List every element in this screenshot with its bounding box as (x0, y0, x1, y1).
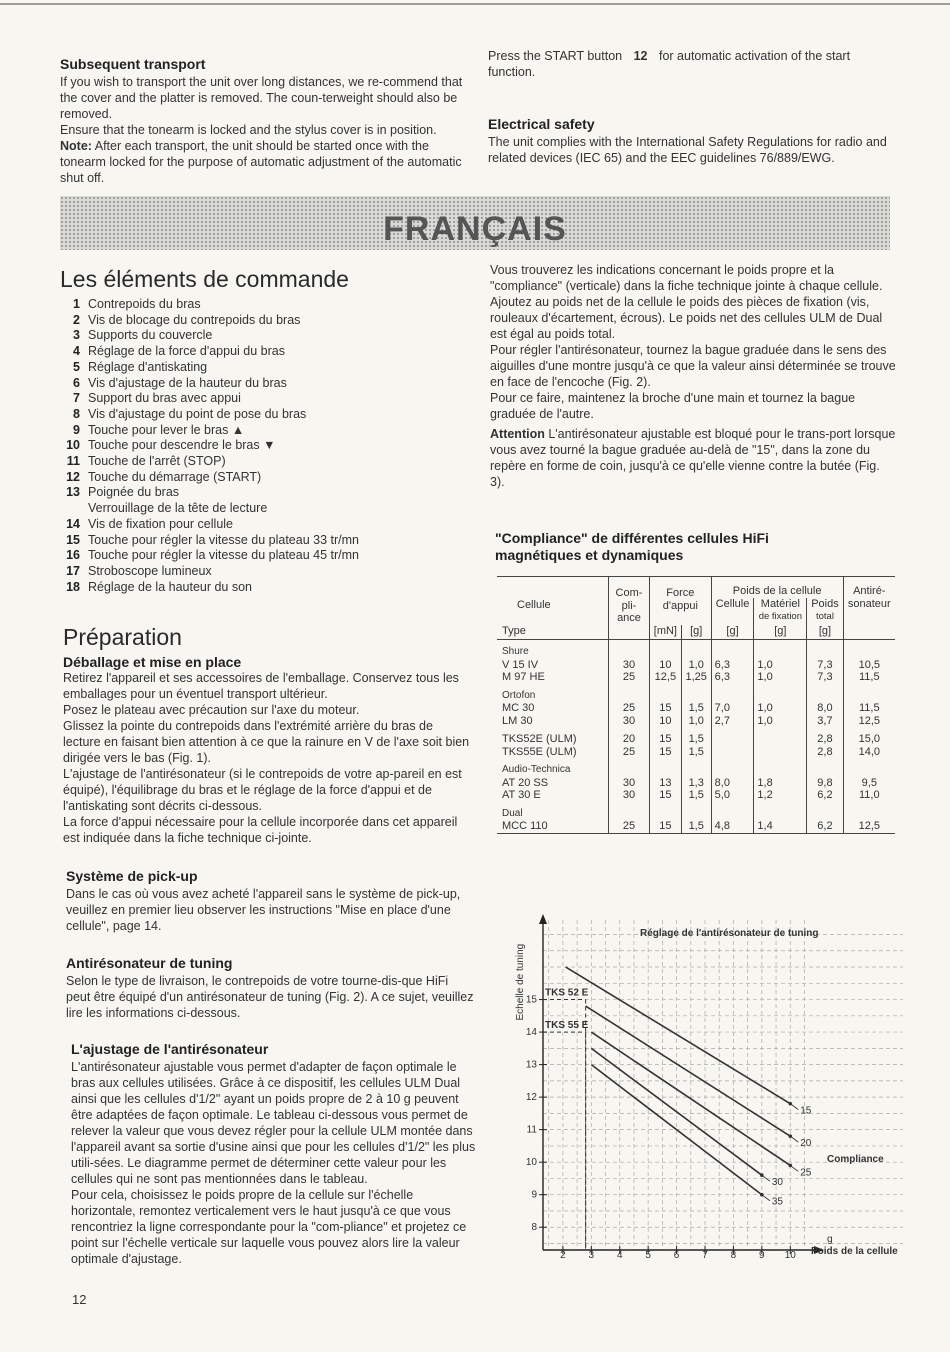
control-number: 12 (66, 469, 80, 484)
y-axis-arrow (539, 914, 547, 924)
cell-value: 25 (609, 671, 650, 684)
cell-value: 30 (609, 715, 650, 728)
cell-value: 4,8 (711, 820, 754, 833)
table-row (497, 746, 895, 759)
cell-value: 1,5 (681, 702, 711, 715)
paragraph: Ajoutez au poids net de la cellule le poids des pièces de fixation (vis, rouleaux d'écartement, écrous). Le poids net des cellules ULM de Dual est égal au poids total. (490, 295, 883, 341)
cell-value: 6,2 (807, 789, 843, 802)
control-item (60, 564, 480, 580)
control-label: Réglage d'antiskating (88, 359, 208, 374)
control-item (60, 376, 480, 392)
cell-type: M 97 HE (502, 671, 545, 683)
series-label: 15 (800, 1105, 812, 1117)
paragraph: Pour régler l'antirésonateur, tournez la bague graduée dans le sens des aiguilles d'une montre jusqu'à ce que la valeur ainsi déterminée se trouve en face de l'encoche (Fig. 2). (490, 343, 896, 389)
cell-type: AT 30 E (502, 789, 541, 801)
controls-list (60, 297, 480, 595)
start-text: Press the START button (488, 49, 623, 63)
right-column-text (490, 262, 896, 490)
brand-name: Audio-Technica (502, 764, 571, 775)
cell-value: 6,2 (807, 820, 843, 833)
cell-value: 20 (609, 733, 650, 746)
unit-g: [g] (711, 625, 754, 640)
control-label: Vis d'ajustage du point de pose du bras (88, 406, 307, 421)
chart-series (543, 967, 798, 1250)
control-number: 13 (66, 485, 80, 500)
control-item (60, 533, 480, 549)
paragraph: Selon le type de livraison, le contrepoids de votre tourne-dis-que HiFi peut être équipé d'un antirésonateur de tuning (Fig. 2). A ce sujet, veuillez lire les informations ci-dessous. (66, 974, 474, 1020)
cell-value: 6,3 (711, 671, 754, 684)
unit-g: [g] (807, 625, 843, 640)
cell-value: 1,0 (754, 702, 807, 715)
cell-value: 15 (650, 789, 682, 802)
cell-value: 7,0 (711, 702, 754, 715)
control-item (60, 360, 480, 376)
cell-value: 1,5 (681, 789, 711, 802)
cell-value: 15 (650, 746, 682, 759)
control-number: 4 (73, 344, 80, 359)
paragraph: L'antirésonateur ajustable vous permet d'adapter de façon optimale le bras aux cellules utilisées. Grâce à ce dispositif, les cellules ULM Dual ainsi que les cellules d'1/2" ayant un poids propre de 2 à 10 g peuvent être adaptées de façon optimale. Le tableau ci-dessous vous permet de relever la valeur que vous devez régler pour la cellule ULM montée dans l'appareil avant sa sortie d'usine ainsi que pour les cellules d'1/2" les plus utili-sées. Le diagramme permet de déterminer cette valeur pour les cellules qui ne sont pas mentionnées dans le tableau. (71, 1060, 476, 1186)
control-label: Poignée du bras (88, 485, 180, 500)
chart-title: Réglage de l'antirésonateur de tuning (640, 928, 819, 939)
attention-text: L'antirésonateur ajustable est bloqué pour le trans-port lorsque vous avez tourné la bague graduée au-delà de "15", dans la zone du repère en forme de coin, jusqu'à ce qu'elle vienne contre la butée (Fig. 3). (490, 427, 896, 489)
control-number: 17 (66, 563, 80, 578)
x-tick-label: 10 (784, 1250, 796, 1261)
brand-row (497, 802, 895, 821)
marker-label: TKS 52 E (545, 987, 589, 999)
cell-value: 11,0 (843, 789, 895, 802)
section-pickup (66, 868, 474, 934)
table-title (495, 530, 895, 564)
x-axis-unit: g (827, 1234, 833, 1245)
x-tick-label: 3 (588, 1250, 595, 1261)
cell-value: 25 (609, 746, 650, 759)
cell-value: 11,5 (843, 702, 895, 715)
table-row (497, 777, 895, 790)
control-number: 11 (66, 454, 80, 469)
y-tick-label: 13 (525, 1059, 537, 1071)
control-label: Contrepoids du bras (88, 297, 201, 311)
control-item (60, 407, 480, 423)
control-number: 15 (66, 532, 80, 547)
cell-type: MCC 110 (502, 820, 548, 832)
note-label: Note: (60, 139, 92, 153)
cell-value: 7,3 (807, 659, 843, 672)
paragraph: Posez le plateau avec précaution sur l'axe du moteur. (63, 703, 360, 717)
control-label: Support du bras avec appui (88, 391, 241, 406)
cell-value: 10 (650, 659, 682, 672)
control-label: Réglage de la force d'appui du bras (88, 344, 285, 359)
section-body (60, 74, 465, 186)
cell-value: 13 (650, 777, 682, 790)
control-label: Vis d'ajustage de la hauteur du bras (88, 375, 287, 390)
header-poids: Poids de la cellule (711, 577, 843, 599)
control-number: 3 (73, 328, 80, 343)
control-number: 16 (66, 548, 80, 563)
control-item (60, 297, 480, 313)
control-number: 5 (73, 359, 80, 374)
cell-value: 15,0 (843, 733, 895, 746)
cell-value: 2,8 (807, 733, 843, 746)
cell-value: 30 (609, 777, 650, 790)
control-number: 18 (66, 579, 80, 594)
control-number: 1 (73, 297, 80, 311)
series-leader (762, 1195, 770, 1201)
control-label: Réglage de la hauteur du son (88, 579, 253, 594)
control-number: 10 (66, 438, 80, 453)
note-paragraph (60, 138, 465, 186)
paragraph: Glissez la pointe du contrepoids dans l'extrémité arrière du bras de lecture en faisant bien attention à ce que la rainure en V de l'axe soit bien dirigée vers le bas (Fig. 1). (63, 719, 470, 765)
header-type: Type (502, 624, 526, 637)
brand-row (497, 640, 895, 659)
subsection-title: Déballage et mise en place (63, 654, 242, 670)
control-item (60, 517, 480, 533)
table-row (497, 789, 895, 802)
cell-value: 1,0 (681, 715, 711, 728)
control-number: 2 (73, 312, 80, 327)
paragraph: Vous trouverez les indications concernant le poids propre et la "compliance" (verticale) dans la fiche technique jointe à chaque cellule. (490, 263, 883, 293)
cell-type: AT 20 SS (502, 776, 549, 789)
cell-value: 14,0 (843, 746, 895, 759)
marker-label: TKS 55 E (545, 1020, 589, 1032)
section-title: Subsequent transport (60, 56, 206, 72)
cell-value: 30 (609, 789, 650, 802)
cell-value (711, 733, 754, 746)
subsection-body (71, 1059, 476, 1267)
chart-labels (515, 928, 898, 1257)
control-label: Touche pour régler la vitesse du plateau 45 tr/mn (88, 548, 359, 563)
table-row (497, 715, 895, 728)
cell-value: 8,0 (711, 777, 754, 790)
x-tick-label: 9 (759, 1250, 765, 1261)
control-item (60, 344, 480, 360)
control-item (60, 580, 480, 596)
control-item (60, 313, 480, 329)
attention-paragraph (490, 426, 896, 490)
control-label: Touche du démarrage (START) (88, 469, 262, 484)
section-preparation (63, 624, 473, 846)
control-label: Touche pour régler la vitesse du plateau 33 tr/mn (88, 532, 359, 547)
cell-value: 12,5 (843, 820, 895, 833)
tuning-chart (495, 888, 905, 1273)
control-label: Vis de blocage du contrepoids du bras (88, 312, 301, 327)
cell-value (754, 733, 807, 746)
series-label: 35 (771, 1196, 783, 1208)
section-electrical-safety (488, 116, 893, 166)
x-axis-label: Poids de la cellule (811, 1246, 898, 1257)
cell-value: 15 (650, 820, 682, 833)
paragraph: Ensure that the tonearm is locked and the stylus cover is in position. (60, 123, 437, 137)
cell-value: 1,4 (754, 820, 807, 833)
cell-type: TKS55E (ULM) (502, 745, 577, 758)
language-banner (60, 196, 890, 250)
y-tick-label: 12 (525, 1092, 537, 1104)
control-number: 8 (73, 406, 80, 421)
control-item (60, 423, 480, 439)
subsection-title: Antirésonateur de tuning (66, 955, 233, 971)
paragraph: Dans le cas où vous avez acheté l'appareil sans le système de pick-up, veuillez en premier lieu observer les instructions "Mise en place d'une cellule", page 14. (66, 887, 461, 933)
paragraph: La force d'appui nécessaire pour la cellule incorporée dans cet appareil est indiquée dans la fiche technique ci-jointe. (63, 815, 458, 845)
cell-type: MC 30 (502, 702, 535, 714)
section-adjust (71, 1041, 476, 1267)
control-label: Vis de fixation pour cellule (88, 516, 233, 531)
paragraph: If you wish to transport the unit over long distances, we re-commend that the cover and the platter is removed. The coun-terweight should also be removed. (60, 75, 463, 121)
y-tick-label: 15 (525, 994, 537, 1006)
y-tick-label: 9 (531, 1189, 537, 1201)
cell-value (711, 746, 754, 759)
brand-name: Ortofon (502, 689, 536, 701)
banner-title: FRANÇAIS (383, 210, 567, 248)
brand-name: Dual (502, 807, 523, 819)
unit-mn: [mN] (650, 625, 682, 640)
cell-value: 25 (609, 820, 650, 833)
cell-type: LM 30 (502, 714, 533, 727)
control-number: 14 (66, 516, 80, 531)
control-label-continued: Verrouillage de la tête de lecture (88, 501, 268, 516)
unit-g: [g] (754, 625, 807, 640)
table-row (497, 702, 895, 715)
paragraph: Pour cela, choisissez le poids propre de la cellule sur l'échelle horizontale, remontez verticalement vers le haut jusqu'à ce que vous rencontriez la ligne correspondante pour la "com-pliance" et projetez ce point sur l'échelle verticale sur laquelle vous pouvez alors lire la valeur optimale d'ajustage. (71, 1188, 467, 1266)
legend-label: Compliance (827, 1154, 884, 1166)
x-tick-label: 5 (645, 1250, 651, 1261)
cell-value: 25 (609, 702, 650, 715)
y-tick-label: 14 (525, 1027, 537, 1039)
series-leader (790, 1104, 798, 1110)
header-total: Poids total (807, 598, 843, 624)
cell-value: 1,5 (681, 820, 711, 833)
series-label: 20 (800, 1138, 812, 1150)
control-item (60, 328, 480, 344)
start-text-cont: for automatic activation of the start function. (488, 49, 851, 79)
top-rule (0, 3, 950, 5)
control-item (60, 391, 480, 407)
cell-value: 2,7 (711, 715, 754, 728)
series-line (586, 1006, 791, 1136)
x-tick-label: 2 (560, 1250, 566, 1261)
y-tick-label: 10 (525, 1157, 537, 1169)
page-number: 12 (72, 1292, 87, 1307)
header-materiel: Matériel de fixation (754, 598, 807, 624)
cell-value: 1,5 (681, 746, 711, 759)
unit-g: [g] (681, 625, 711, 640)
cell-value: 11,5 (843, 671, 895, 684)
paragraph: The unit complies with the International Safety Regulations for radio and related devices (IEC 65) and the EEC guidelines 76/889/EWG. (488, 135, 887, 165)
control-number: 7 (73, 391, 80, 406)
cell-value: 1,0 (754, 715, 807, 728)
table-row (497, 671, 895, 684)
table-body (497, 640, 895, 834)
x-tick-label: 4 (616, 1250, 623, 1261)
cell-value: 1,0 (681, 659, 711, 672)
cell-value: 1,2 (754, 789, 807, 802)
control-label: Touche pour lever le bras ▲ (88, 422, 245, 437)
paragraph: Retirez l'appareil et ses accessoires de l'emballage. Conservez tous les emballages pour un éventuel transport ultérieur. (63, 671, 459, 701)
subsection-title: Système de pick-up (66, 868, 198, 884)
control-item (60, 470, 480, 486)
cell-value: 9,8 (807, 777, 843, 790)
control-number: 9 (73, 422, 80, 437)
brand-row (497, 684, 895, 703)
header-cellule: Cellule (517, 599, 551, 611)
table-row (497, 659, 895, 672)
attention-label: Attention (490, 427, 545, 441)
cell-type: V 15 IV (502, 658, 539, 671)
cell-value: 1,3 (681, 777, 711, 790)
y-tick-label: 8 (531, 1222, 537, 1234)
cell-value: 15 (650, 733, 682, 746)
subsection-title: L'ajustage de l'antirésonateur (71, 1041, 269, 1057)
control-item (60, 548, 480, 564)
cell-value: 30 (609, 659, 650, 672)
brand-name: Shure (502, 646, 529, 657)
section-subsequent-transport (60, 56, 465, 186)
x-tick-label: 7 (702, 1250, 708, 1261)
x-tick-label: 8 (730, 1250, 737, 1261)
header-cell-weight: Cellule (711, 598, 754, 624)
section-controls (60, 266, 480, 595)
chart-grid (543, 920, 903, 1250)
cell-value: 1,5 (681, 733, 711, 746)
table-row (497, 733, 895, 746)
note-text: After each transport, the unit should be started once with the tonearm locked for the purpose of automatic adjustment of the automatic shut off. (60, 139, 462, 185)
cell-value: 1,25 (681, 671, 711, 684)
cell-value: 12,5 (650, 671, 682, 684)
table-title-line: magnétiques et dynamiques (495, 547, 684, 563)
series-label: 25 (800, 1167, 812, 1179)
cell-value: 1,0 (754, 671, 807, 684)
compliance-table (497, 576, 895, 834)
cell-value: 9,5 (843, 777, 895, 790)
section-heading: Préparation (63, 624, 182, 650)
control-item (60, 438, 480, 454)
cell-value: 5,0 (711, 789, 754, 802)
header-antiresonateur: Antiré- sonateur (843, 577, 895, 625)
cell-value: 10 (650, 715, 682, 728)
control-item (60, 454, 480, 470)
cell-value: 1,0 (754, 659, 807, 672)
y-axis-label: Echelle de tuning (515, 943, 526, 1021)
cell-value: 10,5 (843, 659, 895, 672)
start-paragraph (488, 48, 893, 80)
series-line (566, 967, 791, 1104)
paragraph: L'ajustage de l'antirésonateur (si le contrepoids de votre ap-pareil en est équipé), l'équilibrage du bras et le réglage de la force d'appui et de l'antiskating sont décrits ci-dessous. (63, 767, 462, 813)
y-tick-label: 11 (526, 1124, 537, 1136)
section-title: Electrical safety (488, 116, 595, 132)
cell-value: 6,3 (711, 659, 754, 672)
cell-value: 7,3 (807, 671, 843, 684)
cell-value: 2,8 (807, 746, 843, 759)
cell-type: TKS52E (ULM) (502, 733, 577, 745)
series-leader (790, 1136, 798, 1142)
brand-row (497, 758, 895, 777)
control-item (60, 485, 480, 501)
header-force: Force d'appui (650, 577, 712, 625)
control-label: Supports du couvercle (88, 328, 213, 343)
cell-value: 15 (650, 702, 682, 715)
series-leader (790, 1165, 798, 1171)
table-row (497, 820, 895, 833)
section-heading: Les éléments de commande (60, 266, 349, 292)
paragraph: Pour ce faire, maintenez la broche d'une main et tournez la bague graduée de l'autre. (490, 391, 856, 421)
cell-value: 8,0 (807, 702, 843, 715)
series-label: 30 (771, 1177, 783, 1189)
control-label: Stroboscope lumineux (88, 563, 212, 578)
section-tuning (66, 955, 474, 1021)
x-tick-label: 6 (673, 1250, 680, 1261)
header-compliance: Com- pli- ance (609, 577, 650, 625)
control-label: Touche de l'arrêt (STOP) (88, 454, 226, 469)
control-number: 6 (73, 375, 80, 390)
cell-value: 12,5 (843, 715, 895, 728)
cell-value: 3,7 (807, 715, 843, 728)
control-label: Touche pour descendre le bras ▼ (88, 438, 276, 453)
cell-value (754, 746, 807, 759)
table-title-line: "Compliance" de différentes cellules HiFi (495, 530, 769, 546)
start-number: 12 (633, 49, 648, 63)
subsection-body (63, 670, 473, 846)
cell-value: 1,8 (754, 777, 807, 790)
